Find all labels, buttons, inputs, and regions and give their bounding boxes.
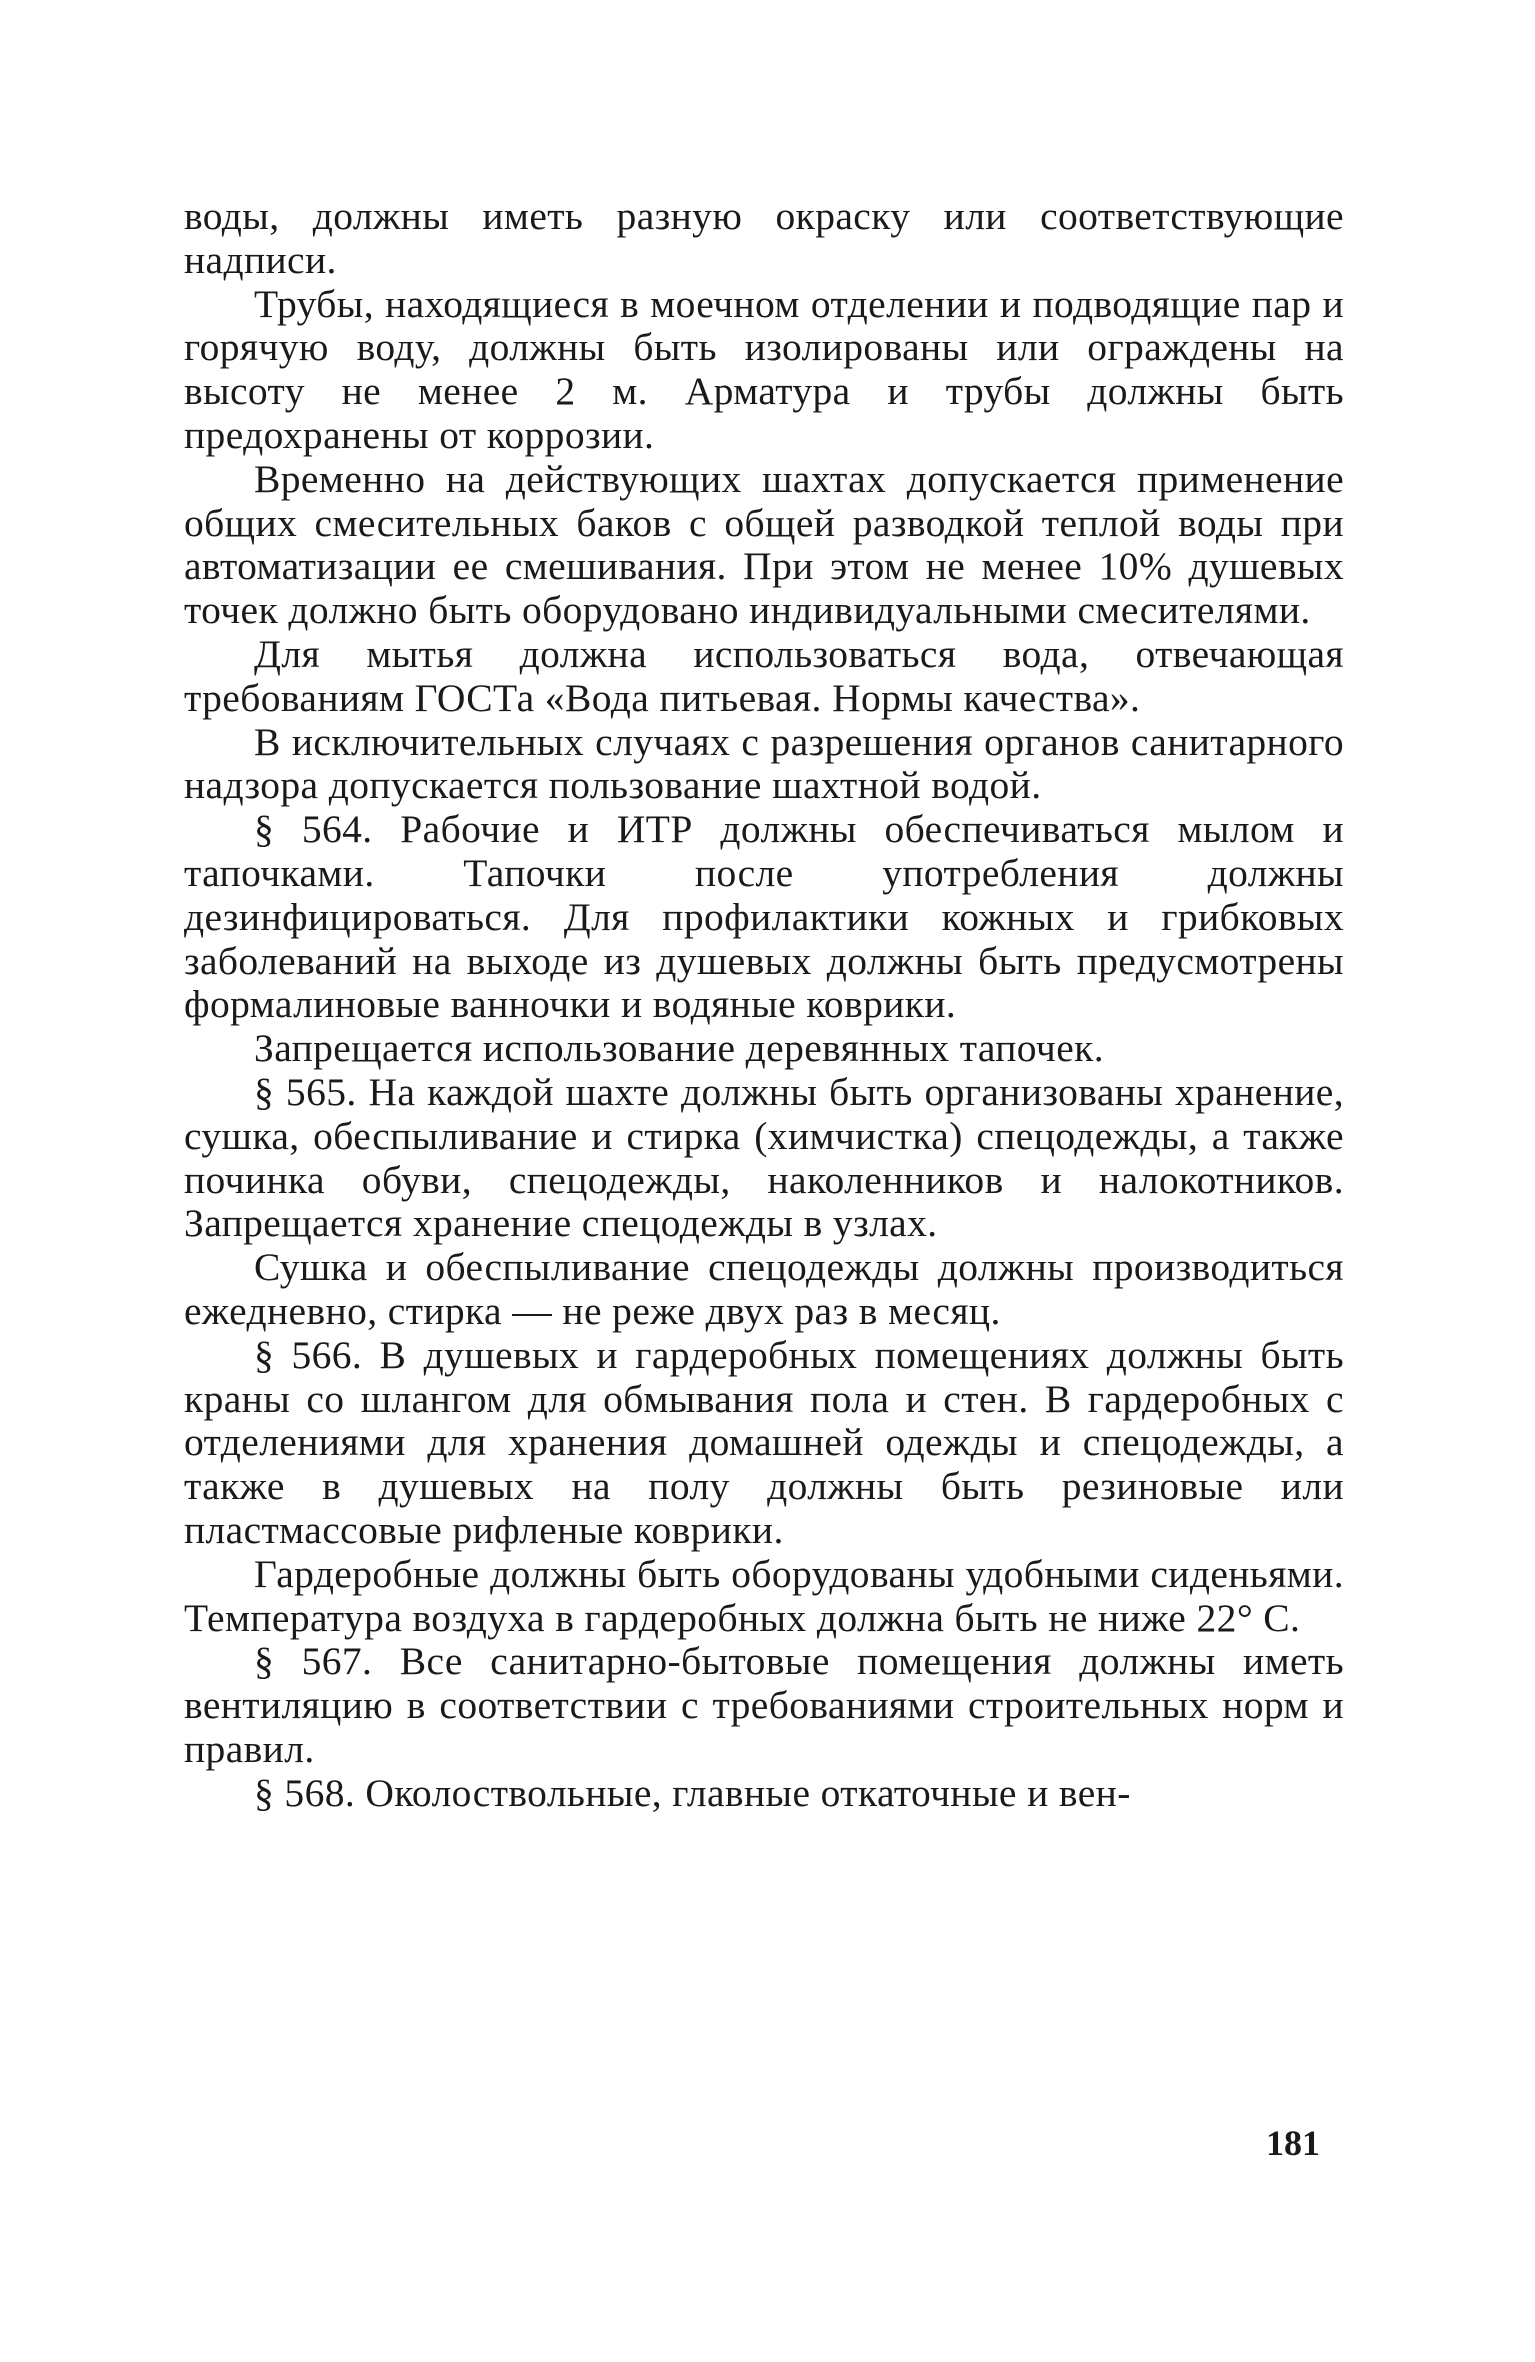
- page-body: [184, 195, 1344, 1815]
- paragraph-2: Трубы, находящиеся в моечном отделении и подводящие пар и горячую воду, должны быть изолированы или ограждены на высоту не менее 2 м. Арматура и трубы должны быть предохранены от коррозии.: [184, 281, 1344, 457]
- page-number: 181: [1266, 2123, 1320, 2163]
- paragraph-7: Запрещается использование деревянных тапочек.: [254, 1026, 1104, 1071]
- paragraph-9: Сушка и обеспыливание спецодежды должны производиться ежедневно, стирка — не реже двух раз в месяц.: [184, 1245, 1344, 1333]
- paragraph-3: Временно на действующих шахтах допускается применение общих смесительных баков с общей разводкой теплой воды при автоматизации ее смешивания. При этом не менее 10% душевых точек должно быть оборудовано индивидуальными смесителями.: [184, 456, 1344, 633]
- paragraph-5: В исключительных случаях с разрешения органов санитарного надзора допускается пользование шахтной водой.: [184, 719, 1344, 808]
- paragraph-section-564: § 564. Рабочие и ИТР должны обеспечиваться мылом и тапочками. Тапочки после употребления должны дезинфицироваться. Для профилактики кожных и грибковых заболеваний на выходе из душевых должны быть предусмотрены формалиновые ванночки и водяные коврики.: [184, 807, 1344, 1027]
- paragraph-11: Гардеробные должны быть оборудованы удобными сиденьями. Температура воздуха в гардеробных должна быть не ниже 22° С.: [184, 1551, 1344, 1640]
- paragraph-section-568: § 568. Околоствольные, главные откаточные и вен-: [254, 1770, 1131, 1815]
- paragraph-1: воды, должны иметь разную окраску или соответствующие надписи.: [184, 194, 1344, 282]
- paragraph-section-566: § 566. В душевых и гардеробных помещениях должны быть краны со шлангом для обмывания пола и стен. В гардеробных с отделениями для хранения домашней одежды и спецодежды, а также в душевых на полу должны быть резиновые или пластмассовые рифленые коврики.: [184, 1332, 1344, 1552]
- paragraph-4: Для мытья должна использоваться вода, отвечающая требованиям ГОСТа «Вода питьевая. Нормы качества».: [184, 631, 1344, 720]
- paragraph-section-567: § 567. Все санитарно-бытовые помещения должны иметь вентиляцию в соответствии с требованиями строительных норм и правил.: [184, 1639, 1344, 1771]
- paragraph-section-565: § 565. На каждой шахте должны быть организованы хранение, сушка, обеспыливание и стирка (химчистка) спецодежды, а также починка обуви, спецодежды, наколенников и налокотников. Запрещается хранение спецодежды в узлах.: [184, 1069, 1344, 1246]
